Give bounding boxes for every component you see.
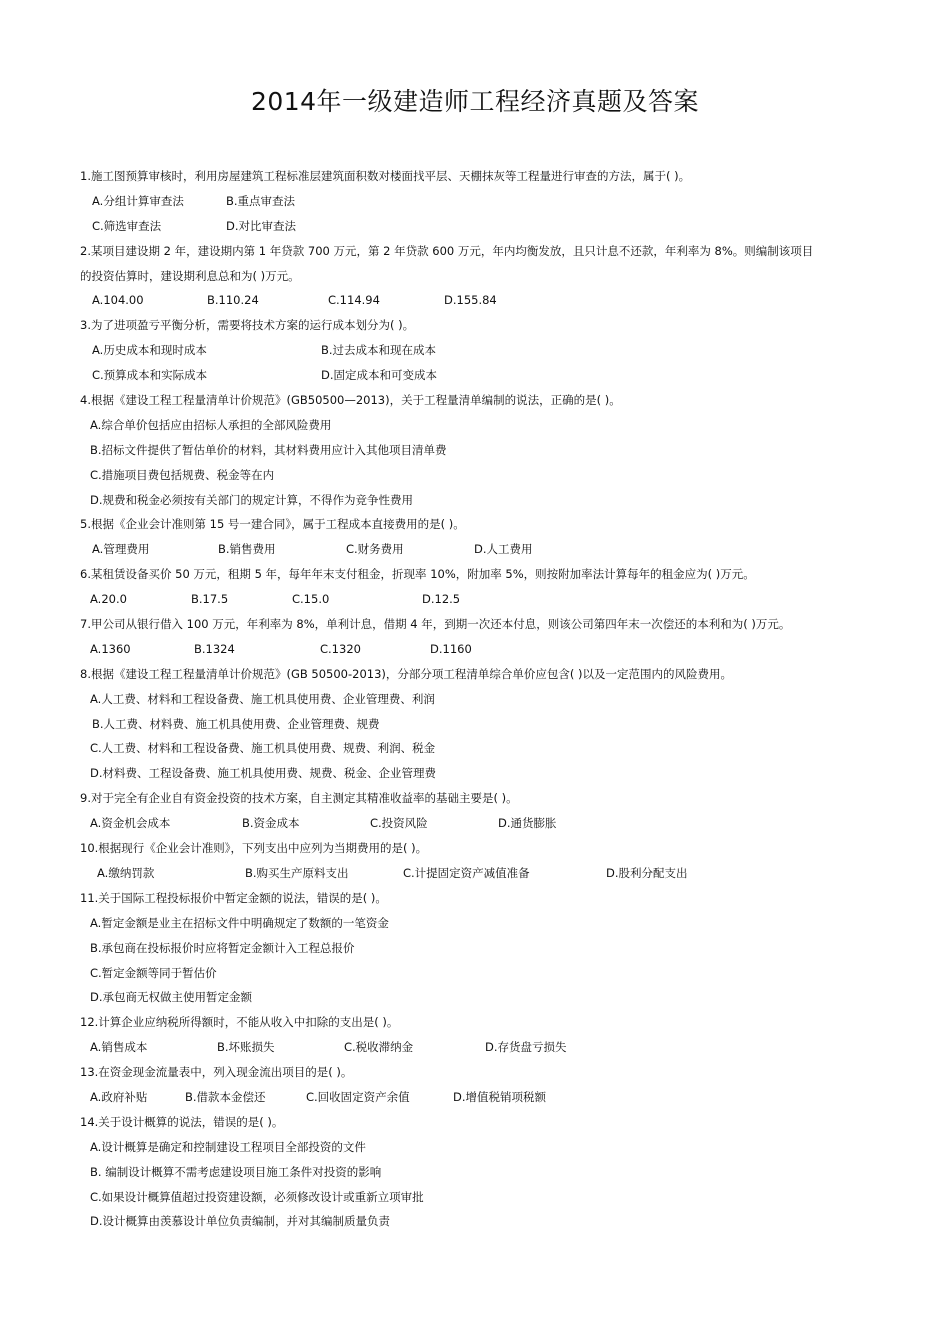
question-4-option-row: [80, 488, 880, 513]
question-13-stem: 13.在资金现金流量表中，列入现金流出项目的是( )。: [80, 1065, 353, 1080]
question-9-option-b: B.资金成本: [242, 816, 300, 831]
document-title: 2014年一级建造师工程经济真题及答案: [250, 87, 700, 116]
question-12-option-a: A.销售成本: [90, 1040, 148, 1055]
question-7-stem: 7.甲公司从银行借入 100 万元，年利率为 8%，单利计息，借期 4 年，到期一次还本付息，则该公司第四年末一次偿还的本利和为( )万元。: [80, 617, 791, 632]
question-2-option-b: B.110.24: [207, 293, 259, 308]
question-14-option-b: B. 编制设计概算不需考虑建设项目施工条件对投资的影响: [90, 1164, 382, 1179]
question-5-option-d: D.人工费用: [474, 542, 533, 557]
question-13-option-d: D.增值税销项税额: [453, 1089, 547, 1104]
question-9-option-c: C.投资风险: [370, 816, 428, 831]
question-9-option-a: A.资金机会成本: [90, 816, 171, 831]
question-1-option-c: C.筛选审查法: [92, 218, 162, 233]
question-8-option-c: C.人工费、材料和工程设备费、施工机具使用费、规费、利润、税金: [90, 741, 436, 756]
question-12-option-row: [80, 1035, 880, 1060]
question-4-option-b: B.招标文件提供了暂估单价的材料，其材料费用应计入其他项目清单费: [90, 442, 447, 457]
question-4-option-row: [80, 438, 880, 463]
question-2-option-c: C.114.94: [328, 293, 380, 308]
question-3-option-b: B.过去成本和现在成本: [321, 343, 437, 358]
question-3-option-a: A.历史成本和现时成本: [92, 343, 207, 358]
question-12-stem: 12.计算企业应纳税所得额时，不能从收入中扣除的支出是( )。: [80, 1015, 399, 1030]
question-8-option-row: [80, 736, 880, 761]
question-9-option-d: D.通货膨胀: [498, 816, 557, 831]
question-14-option-row: [80, 1135, 880, 1160]
question-8-option-row: [80, 761, 880, 786]
question-11-option-c: C.暂定金额等同于暂估价: [90, 965, 217, 980]
question-3-option-d: D.固定成本和可变成本: [321, 368, 438, 383]
question-2-stem: 的投资估算时，建设期利息总和为( )万元。: [80, 268, 300, 283]
question-13-option-c: C.回收固定资产余值: [306, 1089, 410, 1104]
question-11-option-b: B.承包商在投标报价时应将暂定金额计入工程总报价: [90, 940, 355, 955]
question-4-option-row: [80, 463, 880, 488]
question-8-option-row: [80, 687, 880, 712]
question-list: [80, 164, 880, 1234]
question-3-option-c: C.预算成本和实际成本: [92, 368, 208, 383]
question-8-option-a: A.人工费、材料和工程设备费、施工机具使用费、企业管理费、利润: [90, 691, 435, 706]
question-11-option-d: D.承包商无权做主使用暂定金额: [90, 990, 253, 1005]
question-1-option-b: B.重点审查法: [226, 193, 296, 208]
question-14-option-row: [80, 1209, 880, 1234]
question-4-option-row: [80, 413, 880, 438]
question-12-option-d: D.存货盘亏损失: [485, 1040, 567, 1055]
question-9-option-row: [80, 811, 880, 836]
question-7-option-a: A.1360: [90, 641, 131, 656]
question-6-option-d: D.12.5: [422, 592, 461, 607]
question-11-stem: 11.关于国际工程投标报价中暂定金额的说法，错误的是( )。: [80, 890, 387, 905]
question-14-option-d: D.设计概算由羡慕设计单位负责编制，并对其编制质量负责: [90, 1214, 391, 1229]
question-7-option-b: B.1324: [194, 641, 235, 656]
question-7-option-c: C.1320: [320, 641, 361, 656]
question-6-stem: 6.某租赁设备买价 50 万元，租期 5 年，每年年末支付租金，折现率 10%，附加率 5%，则按附加率法计算每年的租金应为( )万元。: [80, 567, 755, 582]
question-5-option-b: B.销售费用: [218, 542, 276, 557]
question-1-option-d: D.对比审查法: [226, 218, 297, 233]
question-1-option-row: [80, 214, 880, 239]
question-11-option-row: [80, 936, 880, 961]
question-13-option-a: A.政府补贴: [90, 1089, 148, 1104]
question-4-option-a: A.综合单价包括应由招标人承担的全部风险费用: [90, 417, 332, 432]
question-8-option-b: B.人工费、材料费、施工机具使用费、企业管理费、规费: [92, 716, 380, 731]
question-1-stem: 1.施工图预算审核时，利用房屋建筑工程标准层建筑面积数对楼面找平层、天棚抹灰等工程量进行审查的方法，属于( )。: [80, 169, 691, 183]
question-2-stem: 2.某项目建设期 2 年，建设期内第 1 年贷款 700 万元，第 2 年贷款 600 万元，年内均衡发放，且只计息不还款，年利率为 8%。则编制该项目: [80, 243, 814, 258]
question-7-option-row: [80, 637, 880, 662]
question-9-stem: 9.对于完全有企业自有资金投资的技术方案，自主测定其精准收益率的基础主要是( )。: [80, 791, 518, 806]
question-3-stem: 3.为了进项盈亏平衡分析，需要将技术方案的运行成本划分为( )。: [80, 318, 415, 333]
question-6-option-c: C.15.0: [292, 592, 330, 607]
question-2-option-d: D.155.84: [444, 293, 497, 308]
question-14-option-row: [80, 1160, 880, 1185]
question-10-option-c: C.计提固定资产减值准备: [403, 865, 530, 880]
question-4-option-c: C.措施项目费包括规费、税金等在内: [90, 467, 275, 482]
question-5-option-row: [80, 537, 880, 562]
question-10-option-d: D.股利分配支出: [606, 865, 688, 880]
question-11-option-a: A.暂定金额是业主在招标文件中明确规定了数额的一笔资金: [90, 915, 389, 930]
question-12-option-b: B.坏账损失: [217, 1040, 275, 1055]
question-8-option-d: D.材料费、工程设备费、施工机具使用费、规费、税金、企业管理费: [90, 766, 437, 781]
question-2-option-row: [80, 288, 880, 313]
question-10-option-a: A.缴纳罚款: [97, 865, 155, 880]
question-13-option-b: B.借款本金偿还: [185, 1089, 266, 1104]
question-1-option-a: A.分组计算审查法: [92, 193, 184, 208]
question-12-option-c: C.税收滞纳金: [344, 1040, 414, 1055]
question-14-option-row: [80, 1185, 880, 1210]
question-8-stem: 8.根据《建设工程工程量清单计价规范》(GB 50500-2013)，分部分项工程清单综合单价应包含( )以及一定范围内的风险费用。: [80, 666, 733, 681]
question-10-option-row: [80, 861, 880, 886]
question-5-option-a: A.管理费用: [92, 542, 150, 557]
question-5-stem: 5.根据《企业会计准则第 15 号一建合同》，属于工程成本直接费用的是( )。: [80, 517, 465, 532]
question-4-stem: 4.根据《建设工程工程量清单计价规范》(GB50500—2013)，关于工程量清单编制的说法，正确的是( )。: [80, 393, 621, 408]
question-10-option-b: B.购买生产原料支出: [245, 865, 349, 880]
question-6-option-b: B.17.5: [191, 592, 229, 607]
question-3-option-row: [80, 363, 880, 388]
question-14-option-a: A.设计概算是确定和控制建设工程项目全部投资的文件: [90, 1139, 366, 1154]
question-2-option-a: A.104.00: [92, 293, 144, 308]
question-4-option-d: D.规费和税金必须按有关部门的规定计算，不得作为竞争性费用: [90, 492, 414, 507]
question-3-option-row: [80, 338, 880, 363]
question-11-option-row: [80, 911, 880, 936]
question-5-option-c: C.财务费用: [346, 542, 404, 557]
question-6-option-a: A.20.0: [90, 592, 127, 607]
question-14-stem: 14.关于设计概算的说法，错误的是( )。: [80, 1114, 284, 1129]
question-10-stem: 10.根据现行《企业会计准则》，下列支出中应列为当期费用的是( )。: [80, 841, 428, 856]
question-11-option-row: [80, 985, 880, 1010]
question-11-option-row: [80, 961, 880, 986]
question-8-option-row: [80, 712, 880, 737]
question-1-option-row: [80, 189, 880, 214]
question-7-option-d: D.1160: [430, 641, 472, 656]
question-14-option-c: C.如果设计概算值超过投资建设额，必须修改设计或重新立项审批: [90, 1189, 424, 1204]
question-13-option-row: [80, 1085, 880, 1110]
question-6-option-row: [80, 587, 880, 612]
